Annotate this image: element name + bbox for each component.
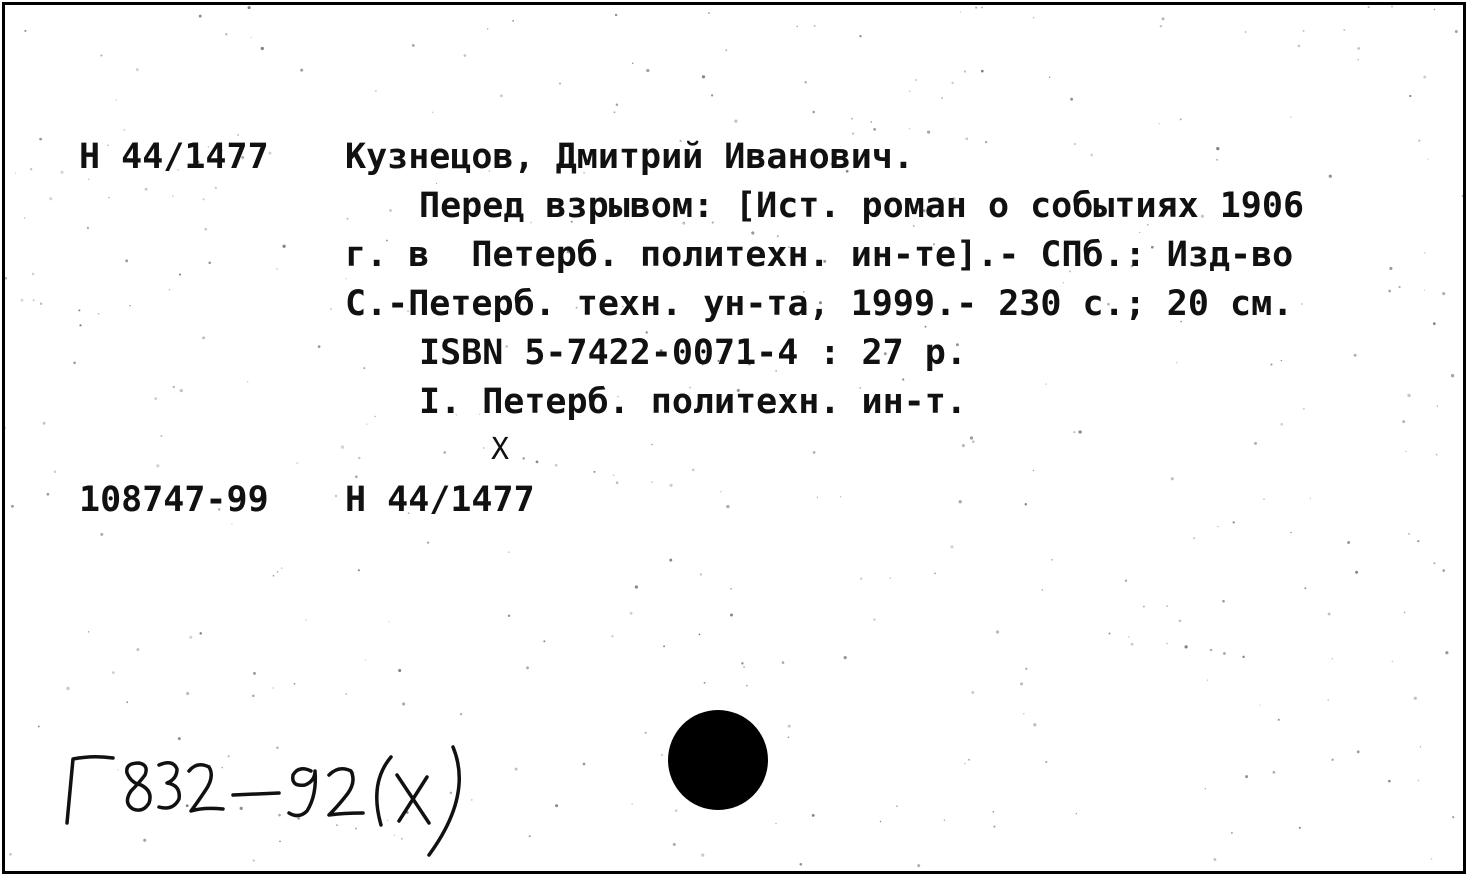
tracing-mark: X	[491, 432, 510, 467]
punch-hole	[668, 710, 768, 810]
catalog-card	[2, 2, 1466, 874]
call-number: Н 44/1477	[79, 137, 269, 177]
added-entry-line: I. Петерб. политехн. ин-т.	[419, 382, 967, 422]
author-heading: Кузнецов, Дмитрий Иванович.	[345, 137, 914, 177]
isbn-price-line: ISBN 5-7422-0071-4 : 27 р.	[419, 333, 967, 373]
description-line-3: С.-Петерб. техн. ун-та, 1999.- 230 с.; 20 см.	[345, 284, 1294, 324]
description-line-2: г. в Петерб. политехн. ин-те].- СПб.: Изд-во	[345, 235, 1294, 275]
description-line-1: Перед взрывом: [Ист. роман о событиях 1906	[419, 186, 1305, 226]
handwritten-note	[53, 725, 493, 874]
handwritten-note-drawing	[53, 725, 493, 865]
accession-number: 108747-99	[79, 480, 269, 520]
call-number-repeat: Н 44/1477	[345, 480, 535, 520]
